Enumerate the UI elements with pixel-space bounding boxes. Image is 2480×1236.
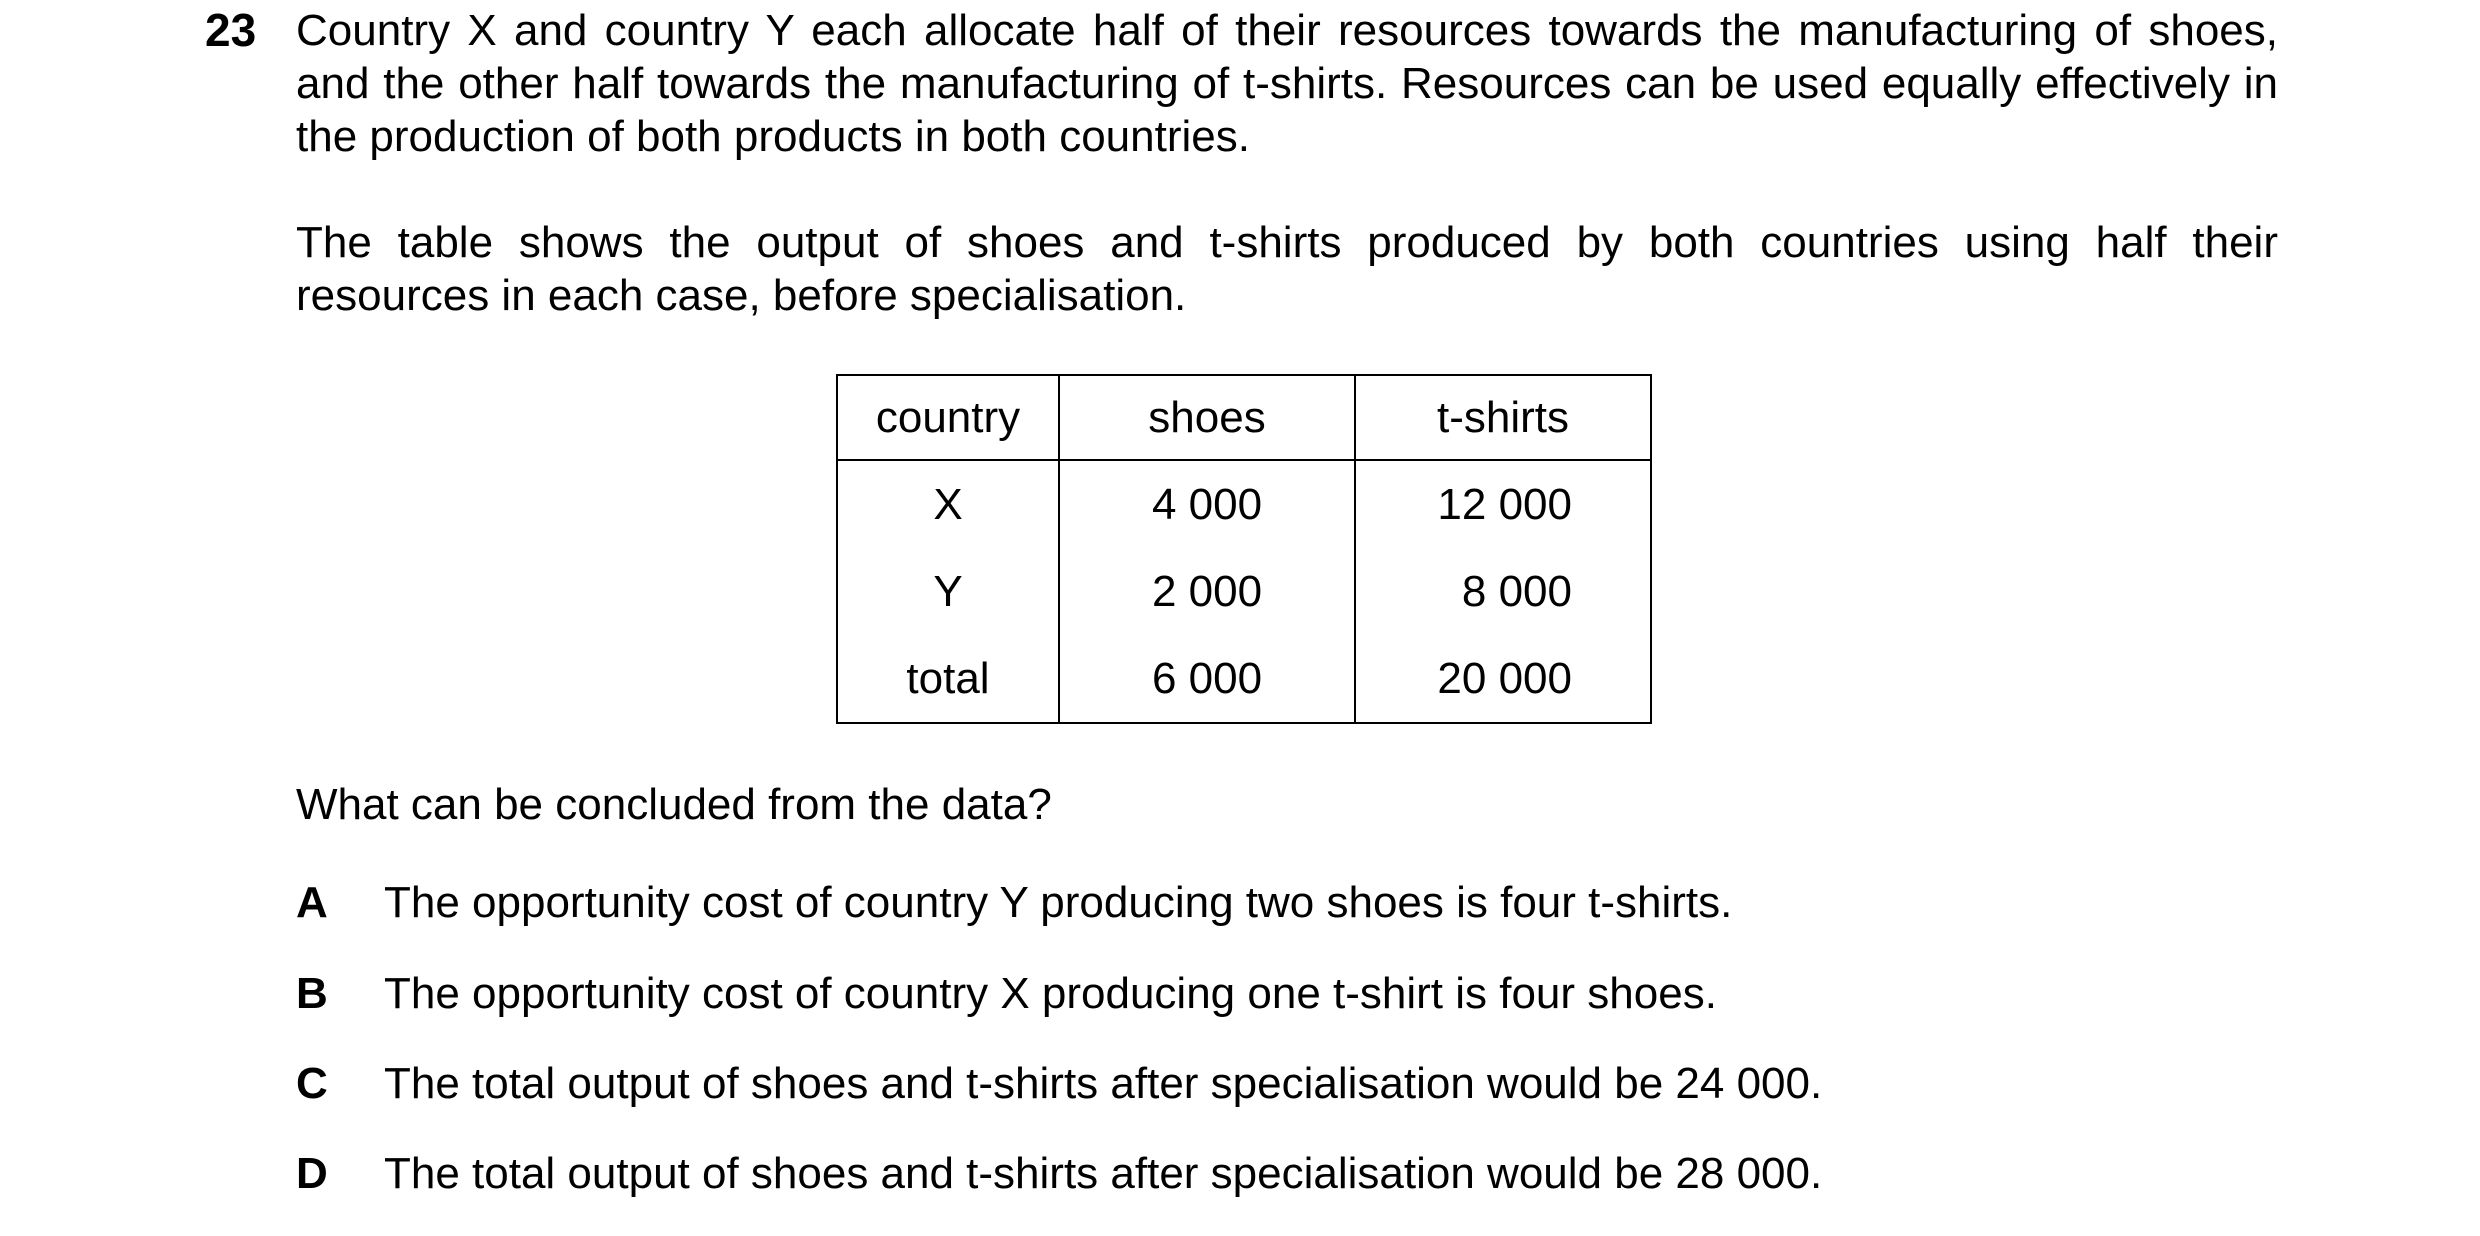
output-table bbox=[836, 374, 1652, 724]
cell-tshirts: 12 000 bbox=[1355, 460, 1651, 548]
question-intro: Country X and country Y each allocate half of their resources towards the manufacturing of shoes, and the other half towards the manufacturing of t-shirts. Resources can be used equally effectively in the production of both products in both countries. bbox=[296, 6, 2278, 161]
cell-tshirts: 8 000 bbox=[1355, 548, 1651, 635]
option-text: The total output of shoes and t-shirts after specialisation would be 24 000. bbox=[384, 1059, 1823, 1108]
cell-country: total bbox=[837, 635, 1059, 723]
cell-country: X bbox=[837, 460, 1059, 548]
header-tshirts: t-shirts bbox=[1355, 375, 1651, 460]
table-intro: The table shows the output of shoes and t-shirts produced by both countries using half their resources in each case, before specialisation. bbox=[296, 218, 2278, 320]
cell-shoes: 2 000 bbox=[1059, 548, 1355, 635]
option-letter: D bbox=[296, 1149, 328, 1198]
option-letter: C bbox=[296, 1059, 328, 1108]
table-row bbox=[837, 460, 1651, 548]
option-text: The opportunity cost of country X producing one t-shirt is four shoes. bbox=[384, 969, 1717, 1018]
cell-shoes: 4 000 bbox=[1059, 460, 1355, 548]
table-row bbox=[837, 635, 1651, 723]
cell-country: Y bbox=[837, 548, 1059, 635]
option-letter: A bbox=[296, 878, 328, 927]
question-number: 23 bbox=[205, 4, 257, 56]
question-prompt: What can be concluded from the data? bbox=[296, 780, 1052, 829]
header-shoes: shoes bbox=[1059, 375, 1355, 460]
option-text: The total output of shoes and t-shirts after specialisation would be 28 000. bbox=[384, 1149, 1823, 1198]
header-country: country bbox=[837, 375, 1059, 460]
cell-shoes: 6 000 bbox=[1059, 635, 1355, 723]
cell-tshirts: 20 000 bbox=[1355, 635, 1651, 723]
table-header-row bbox=[837, 375, 1651, 460]
option-text: The opportunity cost of country Y producing two shoes is four t-shirts. bbox=[384, 878, 1733, 927]
option-letter: B bbox=[296, 969, 328, 1018]
table-row bbox=[837, 548, 1651, 635]
